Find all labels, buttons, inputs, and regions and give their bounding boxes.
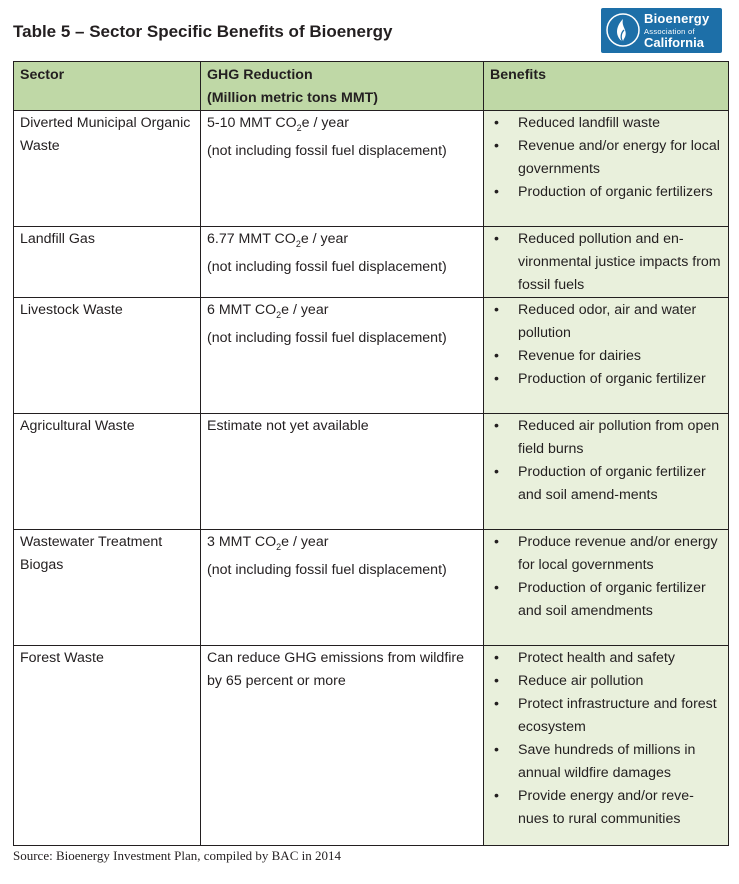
table-header-row	[14, 62, 729, 111]
benefits-list	[490, 647, 722, 831]
header-ghg-line1: GHG Reduction	[207, 67, 313, 83]
header-ghg	[201, 62, 484, 111]
table-row	[14, 530, 729, 646]
benefit-item: • Production of organic fertilizer	[490, 368, 722, 391]
table-row	[14, 298, 729, 414]
benefit-item: • Protect infrastructure and forest ecosystem	[490, 693, 722, 739]
ghg-cell	[201, 227, 484, 298]
ghg-value-subscript: 2	[295, 238, 301, 249]
benefits-list	[490, 112, 722, 204]
benefit-item: • Protect health and safety	[490, 647, 722, 670]
benefit-item: • Revenue for dairies	[490, 345, 722, 368]
sector-cell: Wastewater Treatment Biogas	[14, 530, 201, 646]
sector-cell: Forest Waste	[14, 646, 201, 846]
benefit-item: • Produce revenue and/or energy for local governments	[490, 531, 722, 577]
ghg-cell	[201, 414, 484, 530]
ghg-cell	[201, 111, 484, 227]
logo-line1: Bioenergy	[644, 11, 710, 26]
benefits-cell	[484, 111, 729, 227]
ghg-value-prefix: 3 MMT CO	[207, 534, 277, 550]
ghg-value	[207, 531, 477, 559]
sector-cell: Livestock Waste	[14, 298, 201, 414]
sector-cell: Diverted Municipal Organic Waste	[14, 111, 201, 227]
benefits-list	[490, 228, 722, 297]
ghg-value	[207, 228, 477, 256]
header-ghg-line2: (Million metric tons MMT)	[207, 90, 379, 106]
ghg-cell	[201, 646, 484, 846]
benefit-item: • Production of organic fertilizers	[490, 181, 722, 204]
ghg-value-prefix: 6 MMT CO	[207, 302, 277, 318]
table-row	[14, 227, 729, 298]
ghg-note: (not including fossil fuel displacement)	[207, 258, 447, 275]
benefits-cell	[484, 298, 729, 414]
benefit-item: • Reduce air pollution	[490, 670, 722, 693]
leaf-flame-icon	[606, 13, 640, 47]
ghg-note: (not including fossil fuel displacement)	[207, 561, 447, 578]
table-row	[14, 646, 729, 846]
logo-line2: Association of	[644, 27, 695, 36]
source-note: Source: Bioenergy Investment Plan, compiled by BAC in 2014	[13, 848, 341, 863]
ghg-cell	[201, 530, 484, 646]
ghg-value-subscript: 2	[276, 541, 282, 552]
ghg-cell	[201, 298, 484, 414]
benefits-cell	[484, 227, 729, 298]
ghg-value-prefix: 5-10 MMT CO	[207, 115, 297, 131]
benefit-item: • Provide energy and/or reve-nues to rural communities	[490, 785, 722, 831]
ghg-value	[207, 112, 477, 140]
benefit-item: • Reduced air pollution from open field burns	[490, 415, 722, 461]
benefit-item: • Reduced landfill waste	[490, 112, 722, 135]
benefits-cell	[484, 414, 729, 530]
ghg-text: Can reduce GHG emissions from wildfire by 65 percent or more	[207, 650, 465, 689]
ghg-value-prefix: 6.77 MMT CO	[207, 231, 296, 247]
table-row	[14, 111, 729, 227]
sector-cell: Agricultural Waste	[14, 414, 201, 530]
benefits-list	[490, 299, 722, 391]
header-benefits: Benefits	[484, 62, 729, 111]
ghg-value	[207, 299, 477, 327]
ghg-value-subscript: 2	[276, 309, 282, 320]
benefits-cell	[484, 530, 729, 646]
ghg-note: (not including fossil fuel displacement)	[207, 142, 447, 159]
benefits-list	[490, 415, 722, 507]
benefit-item: • Revenue and/or energy for local governments	[490, 135, 722, 181]
ghg-value-suffix: e / year	[301, 115, 349, 131]
benefit-item: • Reduced odor, air and water pollution	[490, 299, 722, 345]
ghg-note: (not including fossil fuel displacement)	[207, 329, 447, 346]
ghg-value-subscript: 2	[296, 122, 302, 133]
benefit-item: • Save hundreds of millions in annual wildfire damages	[490, 739, 722, 785]
benefits-cell	[484, 646, 729, 846]
table-title: Table 5 – Sector Specific Benefits of Bioenergy	[13, 22, 393, 41]
ghg-value-suffix: e / year	[281, 534, 329, 550]
benefit-item: • Production of organic fertilizer and soil amendments	[490, 577, 722, 623]
table-row	[14, 414, 729, 530]
header-sector: Sector	[14, 62, 201, 111]
ghg-value-suffix: e / year	[300, 231, 349, 247]
sector-cell: Landfill Gas	[14, 227, 201, 298]
logo-line3: California	[644, 35, 704, 50]
benefits-list	[490, 531, 722, 623]
ghg-text: Estimate not yet available	[207, 418, 369, 434]
benefit-item: • Production of organic fertilizer and soil amend-ments	[490, 461, 722, 507]
benefits-table	[13, 61, 729, 846]
benefit-item: • Reduced pollution and en-vironmental justice impacts from fossil fuels	[490, 228, 722, 297]
bioenergy-association-logo	[601, 8, 722, 53]
ghg-value-suffix: e / year	[281, 302, 329, 318]
